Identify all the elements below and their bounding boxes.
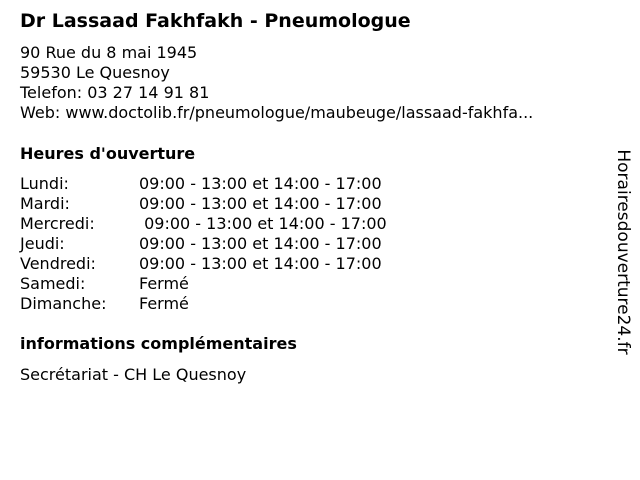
day-hours: 09:00 - 13:00 et 14:00 - 17:00: [139, 174, 382, 193]
day-hours: 09:00 - 13:00 et 14:00 - 17:00: [139, 234, 382, 253]
address-city: 59530 Le Quesnoy: [20, 63, 170, 82]
day-label: Mardi:: [20, 194, 70, 213]
contact-block: [20, 43, 533, 123]
info-text: Secrétariat - CH Le Quesnoy: [20, 365, 247, 384]
phone-number: Telefon: 03 27 14 91 81: [20, 83, 210, 102]
day-label: Lundi:: [20, 174, 69, 193]
day-label: Jeudi:: [20, 234, 65, 253]
day-hours: Fermé: [139, 294, 189, 313]
hours-heading: Heures d'ouverture: [20, 144, 196, 163]
day-hours: 09:00 - 13:00 et 14:00 - 17:00: [139, 254, 382, 273]
website-link[interactable]: Web: www.doctolib.fr/pneumologue/maubeuge/lassaad-fakhfa...: [20, 103, 534, 122]
site-watermark: Horairesdouverture24.fr: [613, 149, 633, 355]
address-street: 90 Rue du 8 mai 1945: [20, 43, 198, 62]
day-label: Samedi:: [20, 274, 86, 293]
page-title: Dr Lassaad Fakhfakh - Pneumologue: [20, 10, 411, 32]
day-hours: 09:00 - 13:00 et 14:00 - 17:00: [139, 214, 387, 233]
day-hours: Fermé: [139, 274, 189, 293]
day-hours: 09:00 - 13:00 et 14:00 - 17:00: [139, 194, 382, 213]
day-label: Vendredi:: [20, 254, 96, 273]
day-label: Dimanche:: [20, 294, 107, 313]
info-heading: informations complémentaires: [20, 334, 297, 353]
day-label: Mercredi:: [20, 214, 95, 233]
